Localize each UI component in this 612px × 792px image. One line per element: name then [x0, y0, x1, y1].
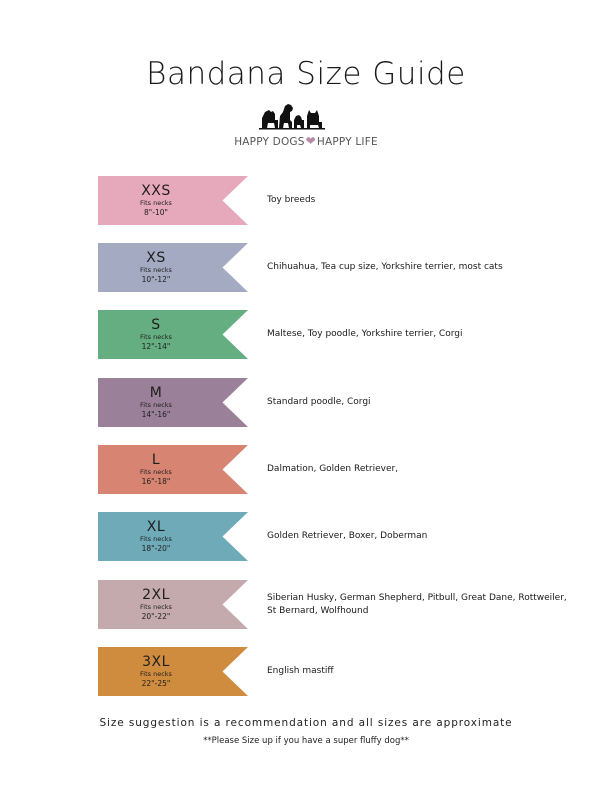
- neck-range: 16"-18": [141, 477, 171, 487]
- neck-range: 20"-22": [141, 612, 171, 622]
- neck-range: 10"-12": [141, 275, 171, 285]
- fits-label: Fits necks: [140, 535, 172, 543]
- size-label: 3XL: [142, 653, 170, 670]
- size-row-xxs: [98, 176, 578, 225]
- breed-description: Chihuahua, Tea cup size, Yorkshire terrier, most cats: [267, 262, 503, 273]
- breed-description: Dalmation, Golden Retriever,: [267, 464, 399, 475]
- heart-icon: ❤: [305, 134, 316, 148]
- fits-label: Fits necks: [140, 266, 172, 274]
- size-label: XL: [146, 518, 166, 535]
- size-row-s: [98, 310, 578, 359]
- brand-left: HAPPY DOGS: [234, 136, 305, 148]
- breed-description: Siberian Husky, German Shepherd, Pitbull, Great Dane, Rottweiler, St Bernard, Wolfhound: [267, 593, 567, 616]
- page-title: Bandana Size Guide: [146, 56, 466, 92]
- fits-label: Fits necks: [140, 468, 172, 476]
- brand-tagline: [0, 134, 612, 148]
- size-row-3xl: [98, 647, 578, 696]
- size-label: L: [151, 451, 161, 468]
- fits-label: Fits necks: [140, 670, 172, 678]
- neck-range: 12"-14": [141, 342, 171, 352]
- breed-description: English mastiff: [267, 666, 334, 677]
- size-label: XXS: [141, 182, 171, 199]
- breed-description: Maltese, Toy poodle, Yorkshire terrier, Corgi: [267, 329, 463, 340]
- neck-range: 18"-20": [141, 544, 171, 554]
- dog-silhouettes-icon: [259, 98, 329, 134]
- fits-label: Fits necks: [140, 333, 172, 341]
- size-label: 2XL: [142, 586, 170, 603]
- fits-label: Fits necks: [140, 199, 172, 207]
- footer-tip: **Please Size up if you have a super fluffy dog**: [203, 736, 409, 746]
- footer-note: Size suggestion is a recommendation and all sizes are approximate: [99, 717, 513, 729]
- breed-description: Standard poodle, Corgi: [267, 397, 371, 408]
- fits-label: Fits necks: [140, 603, 172, 611]
- size-row-2xl: [98, 580, 578, 629]
- fits-label: Fits necks: [140, 401, 172, 409]
- size-label: S: [151, 316, 161, 333]
- size-row-l: [98, 445, 578, 494]
- size-row-xl: [98, 512, 578, 561]
- size-row-xs: [98, 243, 578, 292]
- breed-description: Toy breeds: [267, 195, 316, 206]
- size-label: M: [149, 384, 163, 401]
- neck-range: 22"-25": [141, 679, 171, 689]
- neck-range: 14"-16": [141, 410, 171, 420]
- size-row-m: [98, 378, 578, 427]
- size-label: XS: [146, 249, 166, 266]
- brand-right: HAPPY LIFE: [316, 136, 378, 148]
- neck-range: 8"-10": [144, 208, 168, 218]
- breed-description: Golden Retriever, Boxer, Doberman: [267, 531, 428, 542]
